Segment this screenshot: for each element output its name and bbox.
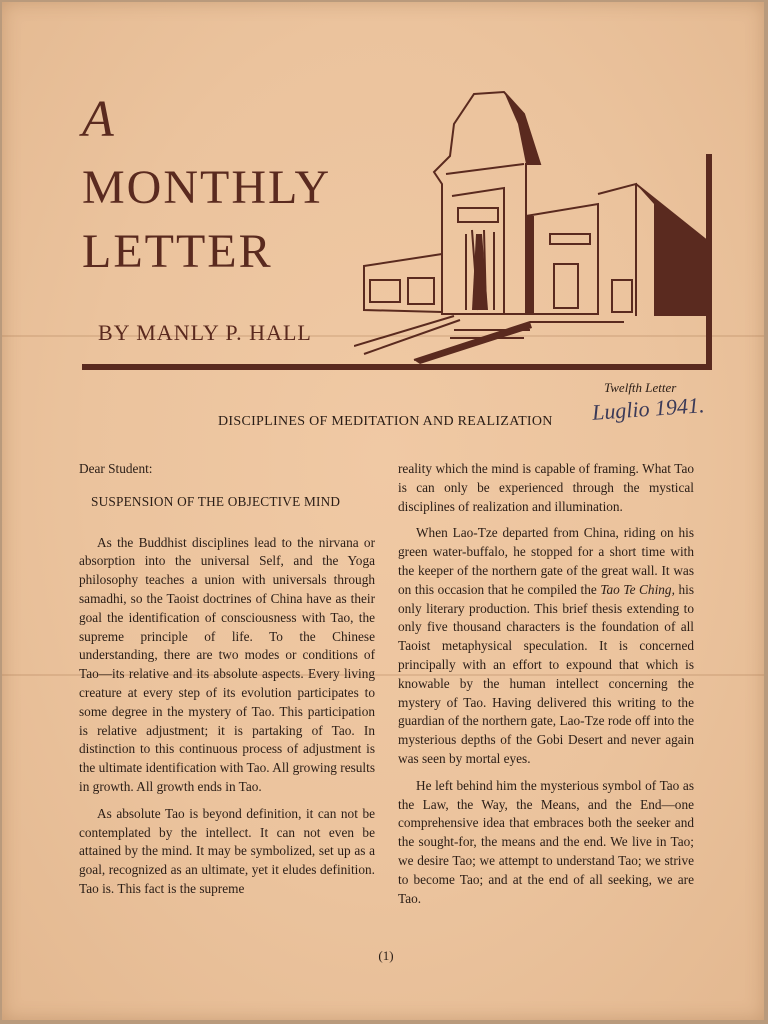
right-column [398, 460, 694, 916]
masthead-title-monthly: MONTHLY [82, 161, 332, 214]
section-heading: SUSPENSION OF THE OBJECTIVE MIND [91, 493, 341, 509]
paragraph: He left behind him the mysterious symbol of Tao as the Law, the Way, the Means, and the End—one comprehensive idea that embraces both the seeker and the sought-for, the means and the end. We live in Tao; we desire Tao; we attempt to understand Tao; we strive to become Tao; and at the end of all seeking, we are Tao. [398, 777, 694, 906]
paragraph-text: his only literary production. This brief thesis extending to only five thousand characters is the foundation of all Taoist metaphysical speculation. It is concerned principally with an effort to expound that which is knowable by the human intellect concerning the mystery of Tao. Having delivered this writing to the guardian of the northern gate, Lao-Tze rode off into the mysterious depths of the Gobi Desert and never again was seen by mortal eyes. [398, 581, 695, 766]
paragraph: As absolute Tao is beyond definition, it can not be contemplated by the intellect. It can not even be attained by the mind. It may be symbolized, set up as a goal, recognized as an ultimate, yet it eludes definition. Tao is. This fact is the supreme [79, 805, 375, 896]
letter-number: Twelfth Letter [604, 380, 677, 395]
book-title: Tao Te Ching, [600, 581, 675, 597]
left-column [79, 460, 375, 907]
salutation: Dear Student: [79, 461, 153, 476]
paragraph: As the Buddhist disciplines lead to the nirvana or absorption into the universal Self, and the Yoga philosophy teaches a union with universals through samadhi, so the Taoist doctrines of China have as their goal the identification of consciousness with Tao, the supreme principle of life. To the Chinese understanding, there are two modes or conditions of Tao—its relative and its absolute aspects. Every living creature at every step of its evolution participates to some degree in the mystery of Tao. This participation is relative adjustment; it is partaking of Tao. In distinction to this continuous process of adjustment is the ultimate identification with Tao. All growing results in growth. All growth ends in Tao. [79, 534, 375, 794]
page-number: (1) [378, 948, 394, 963]
paragraph-text: When Lao-Tze departed from China, riding on his green water-buffalo, he stopped for a short time with the keeper of the northern gate of the great wall. It was on this occasion that he compiled the [398, 525, 694, 597]
byline: BY MANLY P. HALL [98, 320, 312, 345]
masthead-rule-vertical [706, 154, 712, 370]
masthead-title-letter: LETTER [82, 225, 273, 278]
letter-page [2, 2, 764, 1020]
building-illustration [354, 84, 710, 364]
series-title: DISCIPLINES OF MEDITATION AND REALIZATION [218, 414, 553, 429]
masthead-rule-horizontal [82, 364, 712, 370]
paragraph: reality which the mind is capable of framing. What Tao is can only be experienced through the mystical disciplines of realization and illumination. [398, 461, 694, 514]
masthead-letter-a: A [82, 91, 114, 148]
paragraph [398, 524, 694, 768]
handwritten-date: Luglio 1941. [591, 392, 706, 425]
